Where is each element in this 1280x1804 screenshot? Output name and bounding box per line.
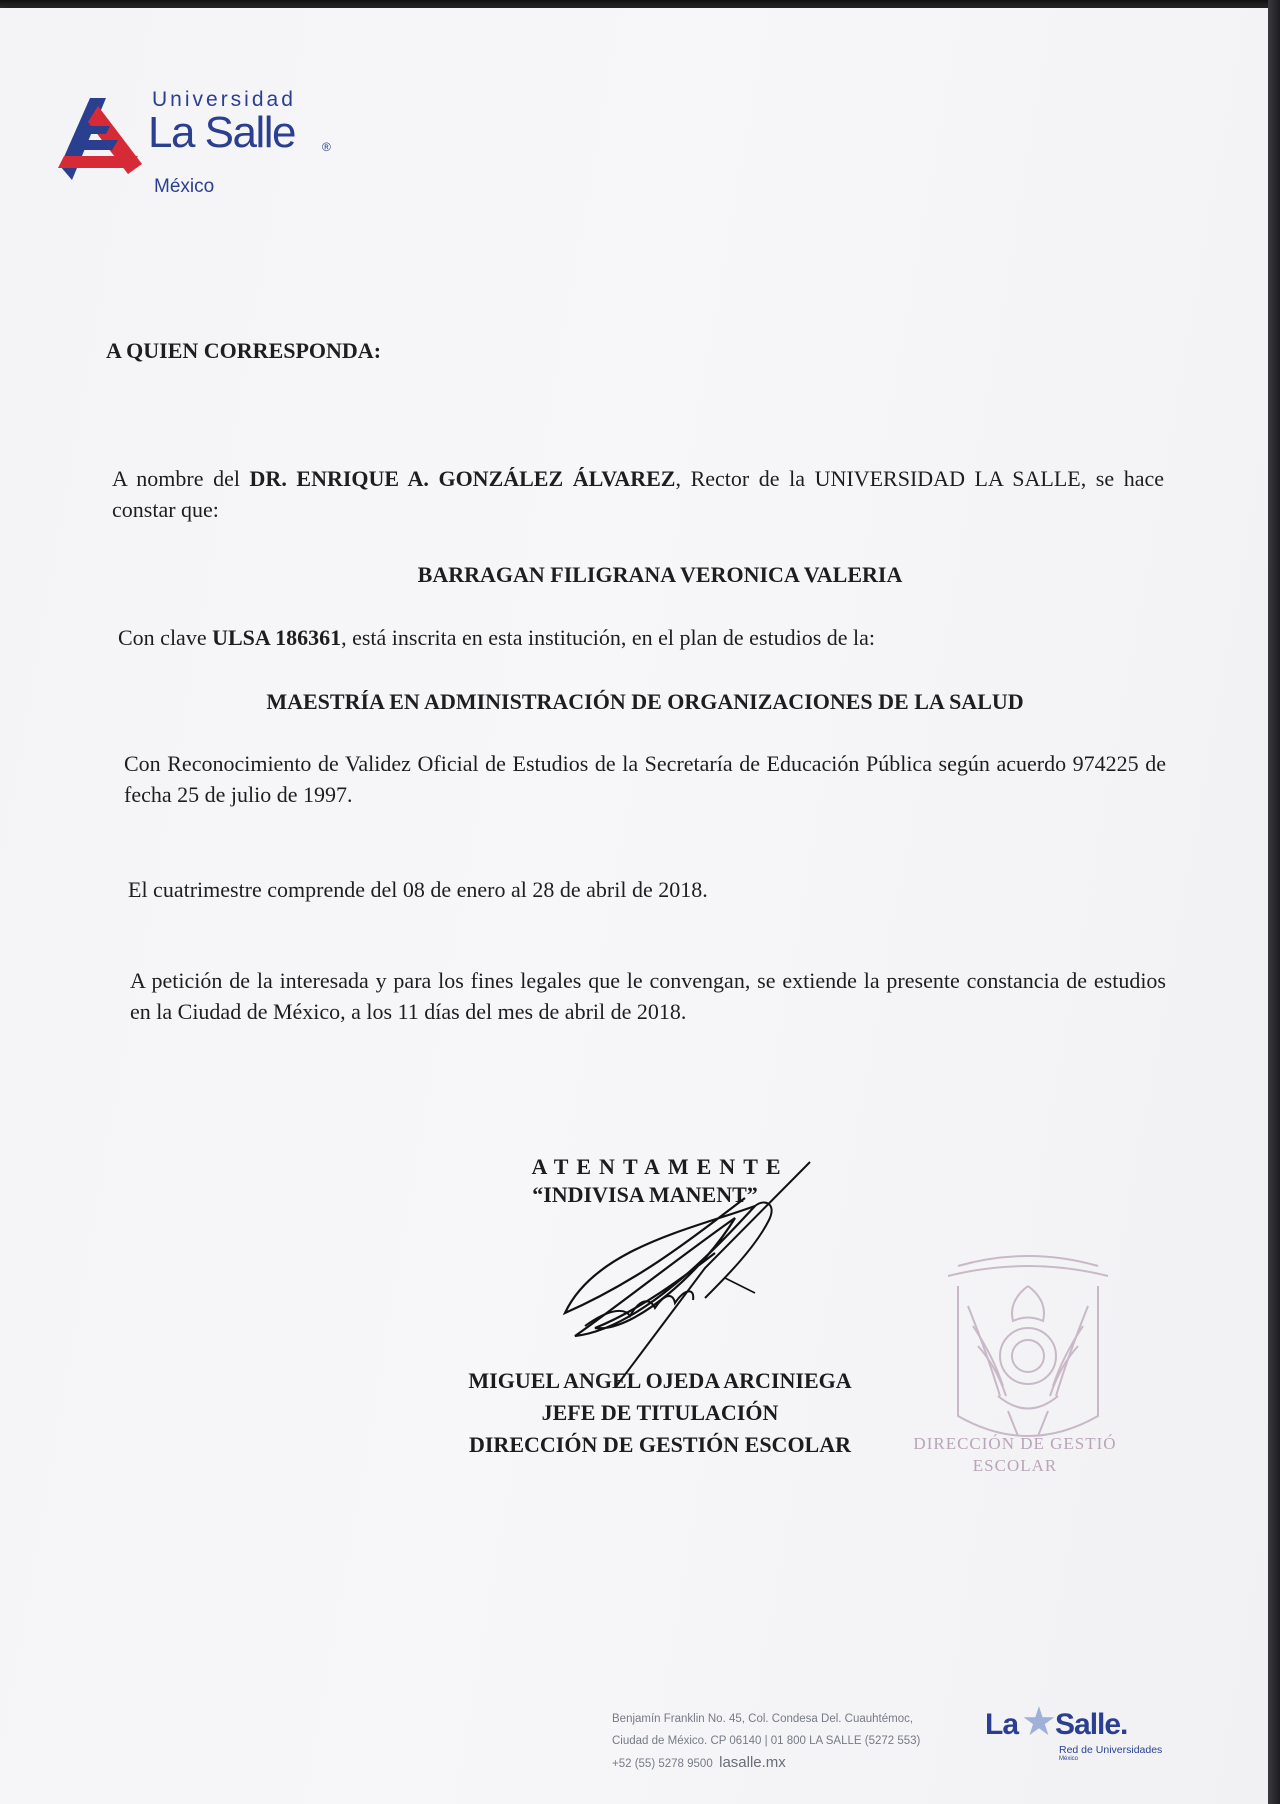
seal-text-line2: ESCOLAR bbox=[972, 1456, 1058, 1475]
signer-name: MIGUEL ANGEL OJEDA ARCINIEGA bbox=[468, 1368, 852, 1393]
paragraph-term: El cuatrimestre comprende del 08 de enero al 28 de abril de 2018. bbox=[128, 877, 708, 902]
logo-mexico-text: México bbox=[154, 176, 215, 197]
footer-phone: +52 (55) 5278 9500 bbox=[612, 1758, 713, 1770]
paragraph-rector bbox=[112, 463, 1164, 525]
rector-name: DR. ENRIQUE A. GONZÁLEZ ÁLVAREZ bbox=[249, 466, 676, 491]
footer-logo-mexico: México bbox=[1059, 1756, 1079, 1762]
footer-lasalle-network-logo bbox=[985, 1698, 1185, 1768]
paragraph-request: A petición de la interesada y para los fines legales que le convengan, se extiende la presente constancia de estudios en la Ciudad de México, a los 11 días del mes de abril de 2018. bbox=[130, 968, 1166, 1024]
seal-text-line1: DIRECCIÓN DE GESTIÓ bbox=[913, 1434, 1117, 1453]
signer-block bbox=[380, 1365, 940, 1461]
university-logo bbox=[58, 88, 358, 208]
program-name: MAESTRÍA EN ADMINISTRACIÓN DE ORGANIZACIONES DE LA SALUD bbox=[266, 689, 1024, 714]
document-page bbox=[0, 8, 1268, 1804]
salutation: A QUIEN CORRESPONDA: bbox=[106, 338, 382, 363]
student-name: BARRAGAN FILIGRANA VERONICA VALERIA bbox=[417, 562, 903, 587]
footer-address-line1: Benjamín Franklin No. 45, Col. Condesa Del. Cuauhtémoc, bbox=[612, 1713, 914, 1725]
paragraph-rector-post: , Rector de la UNIVERSIDAD LA SALLE, se hace constar que: bbox=[112, 466, 1164, 522]
paragraph-enrollment-post: , está inscrita en esta institución, en el plan de estudios de la: bbox=[341, 625, 876, 650]
paragraph-enrollment bbox=[118, 622, 1118, 653]
logo-registered-mark: ® bbox=[322, 140, 331, 154]
logo-universidad-text: Universidad bbox=[152, 88, 296, 111]
closing-atentamente: ATENTAMENTE bbox=[531, 1154, 789, 1179]
student-code: ULSA 186361 bbox=[212, 625, 342, 650]
paragraph-enrollment-pre: Con clave bbox=[118, 625, 213, 650]
photo-right-edge bbox=[1268, 0, 1280, 1804]
seal-text bbox=[890, 1433, 1140, 1477]
star-icon: ★ bbox=[1021, 1699, 1057, 1744]
paragraph-rector-pre: A nombre del bbox=[112, 466, 250, 491]
closing-motto: “INDIVISA MANENT” bbox=[532, 1182, 758, 1207]
footer-address-line2: Ciudad de México. CP 06140 | 01 800 LA SALLE (5272 553) bbox=[612, 1735, 921, 1747]
footer-logo-salle: Salle. bbox=[1055, 1708, 1128, 1741]
logo-lasalle-text: La Salle bbox=[148, 108, 296, 157]
lasalle-emblem-icon bbox=[58, 96, 144, 186]
signer-title: JEFE DE TITULACIÓN bbox=[541, 1400, 779, 1425]
handwritten-signature bbox=[555, 1158, 825, 1388]
footer-website: lasalle.mx bbox=[719, 1754, 786, 1771]
footer-logo-la: La bbox=[985, 1708, 1019, 1741]
paragraph-rvoe: Con Reconocimiento de Validez Oficial de Estudios de la Secretaría de Educación Pública según acuerdo 974225 de fecha 25 de julio de 1997. bbox=[124, 751, 1166, 807]
signer-department: DIRECCIÓN DE GESTIÓN ESCOLAR bbox=[468, 1432, 852, 1457]
footer-logo-red: Red de Universidades bbox=[1059, 1744, 1163, 1756]
footer-address bbox=[612, 1708, 972, 1775]
